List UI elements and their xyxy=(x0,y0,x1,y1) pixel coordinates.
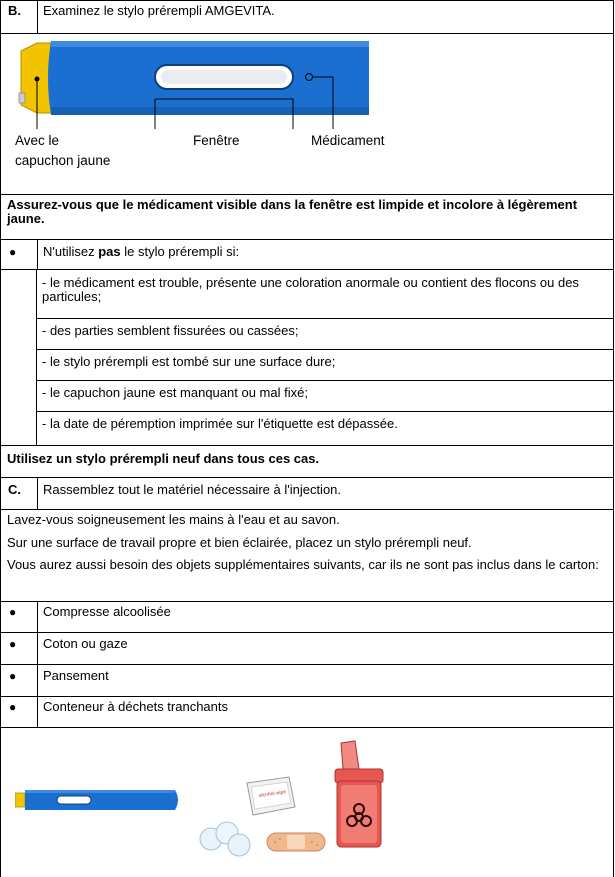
dont-use-row xyxy=(0,239,614,270)
condition-text: - le médicament est trouble, présente une coloration anormale ou contient des flocons ou des particules; xyxy=(42,275,579,304)
supply-item-row xyxy=(0,664,614,697)
supply-item-label: Compresse alcoolisée xyxy=(43,604,171,619)
autoinjector-pen-illustration xyxy=(15,39,415,129)
condition-row xyxy=(37,380,614,412)
condition-text: - des parties semblent fissurées ou cassées; xyxy=(42,323,299,338)
supply-item-label: Coton ou gaze xyxy=(43,636,128,651)
supply-item-row xyxy=(0,601,614,633)
conditions-spacer-cell xyxy=(0,269,37,446)
supply-item-row xyxy=(0,696,614,728)
section-c-title: Rassemblez tout le matériel nécessaire à l'injection. xyxy=(43,482,342,497)
medication-label: Médicament xyxy=(311,133,385,148)
cap-label-line2: capuchon jaune xyxy=(15,153,111,168)
bullet-icon: ● xyxy=(1,601,38,632)
sharps-container-icon xyxy=(331,739,387,851)
bullet-icon: ● xyxy=(1,664,38,696)
bullet-icon: ● xyxy=(1,696,38,727)
bullet-icon: ● xyxy=(1,239,38,269)
new-pen-row xyxy=(0,445,614,478)
ensure-text: Assurez-vous que le médicament visible dans la fenêtre est limpide et incolore à légèrement jaune. xyxy=(7,197,578,226)
condition-text: - le capuchon jaune est manquant ou mal fixé; xyxy=(42,385,308,400)
section-b-title: Examinez le stylo prérempli AMGEVITA. xyxy=(43,3,275,18)
alcohol-wipe-icon xyxy=(241,775,301,823)
pen-icon xyxy=(15,785,185,815)
section-c-letter: C. xyxy=(1,477,38,509)
condition-row xyxy=(37,318,614,350)
instructions-block xyxy=(0,509,614,602)
bullet-icon: ● xyxy=(1,632,38,664)
cap-label-line1: Avec le xyxy=(15,133,60,148)
new-pen-text: Utilisez un stylo prérempli neuf dans tous ces cas. xyxy=(7,451,320,466)
condition-row xyxy=(37,411,614,446)
wipe-label: alcohol wipe xyxy=(258,789,287,799)
condition-text: - le stylo prérempli est tombé sur une surface dure; xyxy=(42,354,336,369)
pen-illustration-row xyxy=(0,33,614,195)
section-b-letter: B. xyxy=(1,1,38,33)
window-label: Fenêtre xyxy=(193,133,240,148)
supplies-illustration-row xyxy=(0,727,614,877)
ensure-row xyxy=(0,194,614,240)
supply-item-label: Conteneur à déchets tranchants xyxy=(43,699,229,714)
place-pen-text: Sur une surface de travail propre et bien éclairée, placez un stylo prérempli neuf. xyxy=(7,535,472,550)
condition-text: - la date de péremption imprimée sur l'étiquette est dépassée. xyxy=(42,416,398,431)
section-c-header-row xyxy=(0,477,614,510)
dont-use-text: N'utilisez pas le stylo prérempli si: xyxy=(43,244,240,259)
condition-row xyxy=(37,349,614,381)
condition-row xyxy=(37,269,614,319)
supply-item-label: Pansement xyxy=(43,668,109,683)
wash-hands-text: Lavez-vous soigneusement les mains à l'eau et au savon. xyxy=(7,512,340,527)
extra-items-text: Vous aurez aussi besoin des objets supplémentaires suivants, car ils ne sont pas inclus dans le carton: xyxy=(7,557,599,572)
bandage-icon xyxy=(265,830,327,856)
cotton-balls-icon xyxy=(197,819,255,859)
section-b-header-row xyxy=(0,0,614,34)
supply-item-row xyxy=(0,632,614,665)
